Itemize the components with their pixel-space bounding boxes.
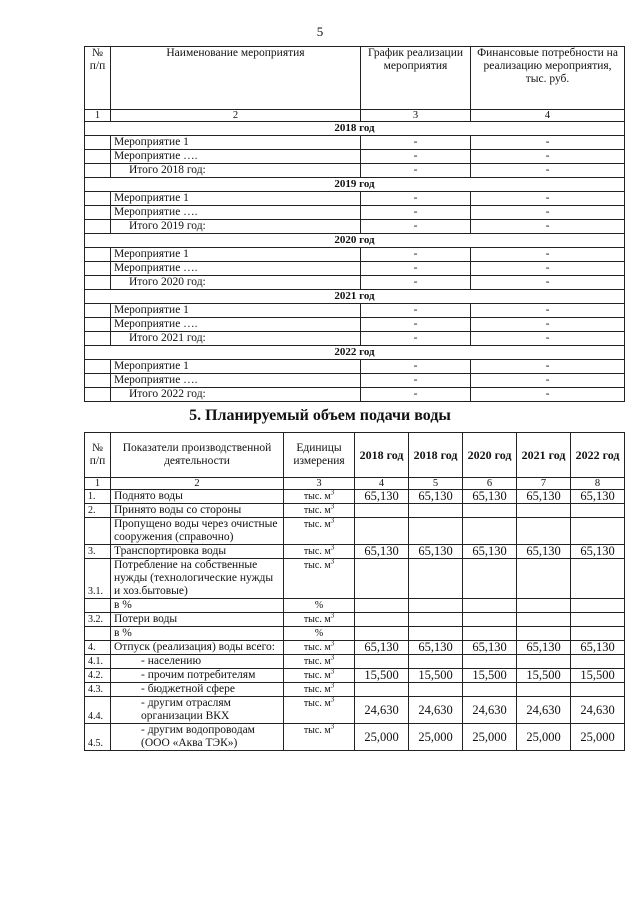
finance-cell: - — [471, 150, 625, 164]
unit-cell — [284, 697, 355, 724]
activities-table — [84, 46, 625, 402]
year-group-row — [85, 122, 625, 136]
row-no-cell — [85, 248, 111, 262]
value-cell: 15,500 — [409, 669, 463, 683]
unit-cell — [284, 545, 355, 559]
indicator-name: Потери воды — [111, 613, 284, 627]
activity-name: Мероприятие 1 — [111, 304, 361, 318]
activity-name: Мероприятие 1 — [111, 248, 361, 262]
activity-name: Мероприятие 1 — [111, 136, 361, 150]
activity-name: Мероприятие …. — [111, 150, 361, 164]
cube-superscript: 3 — [330, 544, 335, 552]
table-row — [85, 304, 625, 318]
finance-cell: - — [471, 360, 625, 374]
table-row — [85, 669, 625, 683]
schedule-cell: - — [361, 192, 471, 206]
finance-cell: - — [471, 304, 625, 318]
schedule-cell: - — [361, 374, 471, 388]
cube-superscript: 3 — [330, 654, 335, 662]
schedule-cell: - — [361, 248, 471, 262]
row-number: 3.2. — [85, 613, 111, 627]
value-cell: 25,000 — [355, 724, 409, 751]
col-number: 1 — [85, 110, 111, 122]
value-cell: 15,500 — [355, 669, 409, 683]
value-cell — [517, 518, 571, 545]
table-row — [85, 655, 625, 669]
value-cell — [463, 627, 517, 641]
table-row — [85, 504, 625, 518]
table-header-row — [85, 433, 625, 478]
year-label: 2020 год — [85, 234, 625, 248]
header-cell-name: Наименование мероприятия — [111, 47, 361, 110]
activity-name: Мероприятие …. — [111, 262, 361, 276]
value-cell: 65,130 — [517, 545, 571, 559]
section-title: 5. Планируемый объем подачи воды — [189, 407, 451, 424]
table-header-row — [85, 47, 625, 110]
value-cell — [463, 599, 517, 613]
table-row — [85, 490, 625, 504]
unit-text: % — [314, 600, 324, 611]
schedule-cell: - — [361, 318, 471, 332]
schedule-cell: - — [361, 206, 471, 220]
header-cell-no: № п/п — [85, 47, 111, 110]
cube-superscript: 3 — [330, 696, 335, 704]
table-row — [85, 599, 625, 613]
unit-cell — [284, 683, 355, 697]
header-cell-schedule: График реализации мероприятия — [361, 47, 471, 110]
value-cell: 25,000 — [409, 724, 463, 751]
value-cell — [517, 504, 571, 518]
header-cell-indicator: Показатели производственной деятельности — [111, 433, 284, 478]
table-row — [85, 248, 625, 262]
cube-superscript: 3 — [330, 640, 335, 648]
activity-name: Итого 2018 год: — [111, 164, 361, 178]
value-cell — [517, 613, 571, 627]
row-number: 4.1. — [85, 655, 111, 669]
unit-text: % — [314, 628, 324, 639]
unit-text: тыс. м — [303, 656, 331, 667]
row-number: 3.1. — [85, 559, 111, 599]
unit-text: тыс. м — [303, 505, 331, 516]
header-cell-unit: Единицы измерения — [284, 433, 355, 478]
activity-name: Мероприятие 1 — [111, 360, 361, 374]
unit-text: тыс. м — [303, 698, 331, 709]
page-number: 5 — [316, 24, 324, 39]
unit-text: тыс. м — [303, 491, 331, 502]
value-cell: 65,130 — [409, 545, 463, 559]
value-cell — [463, 504, 517, 518]
row-no-cell — [85, 150, 111, 164]
unit-cell — [284, 641, 355, 655]
year-label: 2021 год — [85, 290, 625, 304]
row-number — [85, 599, 111, 613]
row-no-cell — [85, 388, 111, 402]
value-cell: 65,130 — [409, 490, 463, 504]
cube-superscript: 3 — [330, 682, 335, 690]
row-no-cell — [85, 220, 111, 234]
value-cell — [517, 559, 571, 599]
unit-text: тыс. м — [303, 642, 331, 653]
value-cell — [571, 683, 625, 697]
value-cell — [355, 627, 409, 641]
table-row — [85, 360, 625, 374]
header-cell-year: 2018 год — [409, 433, 463, 478]
unit-text: тыс. м — [303, 519, 331, 530]
activity-name: Итого 2021 год: — [111, 332, 361, 346]
schedule-cell: - — [361, 360, 471, 374]
finance-cell: - — [471, 248, 625, 262]
year-label: 2019 год — [85, 178, 625, 192]
indicator-name: - населению — [111, 655, 284, 669]
value-cell: 65,130 — [463, 641, 517, 655]
indicator-name: Принято воды со стороны — [111, 504, 284, 518]
table-row — [85, 545, 625, 559]
value-cell — [517, 627, 571, 641]
year-group-row — [85, 290, 625, 304]
indicator-name: Пропущено воды через очистные сооружения (справочно) — [111, 518, 284, 545]
cube-superscript: 3 — [330, 517, 335, 525]
value-cell: 65,130 — [409, 641, 463, 655]
row-number: 4.4. — [85, 697, 111, 724]
water-supply-table — [84, 432, 625, 751]
value-cell: 15,500 — [517, 669, 571, 683]
row-number: 4. — [85, 641, 111, 655]
header-cell-finance: Финансовые потребности на реализацию мероприятия, тыс. руб. — [471, 47, 625, 110]
unit-cell — [284, 504, 355, 518]
col-number: 2 — [111, 110, 361, 122]
year-label: 2018 год — [85, 122, 625, 136]
value-cell — [517, 655, 571, 669]
header-cell-year: 2020 год — [463, 433, 517, 478]
value-cell: 65,130 — [571, 490, 625, 504]
table-row — [85, 641, 625, 655]
schedule-cell: - — [361, 304, 471, 318]
table-row — [85, 374, 625, 388]
value-cell: 65,130 — [463, 545, 517, 559]
finance-cell: - — [471, 136, 625, 150]
row-number — [85, 518, 111, 545]
schedule-cell: - — [361, 220, 471, 234]
value-cell — [355, 559, 409, 599]
header-cell-no: № п/п — [85, 433, 111, 478]
value-cell: 65,130 — [355, 545, 409, 559]
year-group-row — [85, 234, 625, 248]
value-cell: 25,000 — [463, 724, 517, 751]
table-row — [85, 518, 625, 545]
col-number: 7 — [517, 478, 571, 490]
col-number: 5 — [409, 478, 463, 490]
value-cell — [355, 504, 409, 518]
cube-superscript: 3 — [330, 489, 335, 497]
value-cell — [571, 613, 625, 627]
indicator-name: в % — [111, 599, 284, 613]
value-cell — [409, 559, 463, 599]
col-number: 6 — [463, 478, 517, 490]
col-number: 1 — [85, 478, 111, 490]
table-row — [85, 332, 625, 346]
schedule-cell: - — [361, 136, 471, 150]
col-number: 3 — [284, 478, 355, 490]
column-numbers-row — [85, 478, 625, 490]
indicator-name: в % — [111, 627, 284, 641]
cube-superscript: 3 — [330, 503, 335, 511]
row-no-cell — [85, 164, 111, 178]
value-cell — [409, 683, 463, 697]
unit-cell — [284, 559, 355, 599]
value-cell — [463, 655, 517, 669]
table-row — [85, 724, 625, 751]
activity-name: Мероприятие …. — [111, 318, 361, 332]
unit-cell — [284, 627, 355, 641]
unit-cell — [284, 655, 355, 669]
value-cell: 65,130 — [571, 641, 625, 655]
value-cell — [571, 518, 625, 545]
activity-name: Мероприятие …. — [111, 374, 361, 388]
col-number: 4 — [355, 478, 409, 490]
value-cell: 65,130 — [517, 641, 571, 655]
finance-cell: - — [471, 318, 625, 332]
value-cell — [409, 655, 463, 669]
finance-cell: - — [471, 332, 625, 346]
indicator-name: - другим отраслям организации ВКХ — [111, 697, 284, 724]
unit-text: тыс. м — [303, 670, 331, 681]
value-cell: 65,130 — [517, 490, 571, 504]
finance-cell: - — [471, 388, 625, 402]
row-number: 1. — [85, 490, 111, 504]
unit-text: тыс. м — [303, 725, 331, 736]
cube-superscript: 3 — [330, 558, 335, 566]
table-row — [85, 192, 625, 206]
value-cell — [571, 599, 625, 613]
value-cell: 25,000 — [571, 724, 625, 751]
finance-cell: - — [471, 374, 625, 388]
value-cell: 65,130 — [463, 490, 517, 504]
unit-cell — [284, 518, 355, 545]
row-number: 4.3. — [85, 683, 111, 697]
header-cell-year: 2022 год — [571, 433, 625, 478]
indicator-name: - прочим потребителям — [111, 669, 284, 683]
activity-name: Итого 2020 год: — [111, 276, 361, 290]
header-cell-year: 2021 год — [517, 433, 571, 478]
value-cell — [409, 599, 463, 613]
row-number: 2. — [85, 504, 111, 518]
indicator-name: - бюджетной сфере — [111, 683, 284, 697]
finance-cell: - — [471, 192, 625, 206]
value-cell — [463, 683, 517, 697]
value-cell: 24,630 — [571, 697, 625, 724]
row-number: 4.2. — [85, 669, 111, 683]
table-row — [85, 276, 625, 290]
schedule-cell: - — [361, 262, 471, 276]
value-cell — [409, 627, 463, 641]
row-no-cell — [85, 332, 111, 346]
unit-text: тыс. м — [303, 560, 331, 571]
table-row — [85, 262, 625, 276]
schedule-cell: - — [361, 164, 471, 178]
cube-superscript: 3 — [330, 668, 335, 676]
value-cell: 24,630 — [355, 697, 409, 724]
table-row — [85, 613, 625, 627]
value-cell — [355, 655, 409, 669]
value-cell — [409, 613, 463, 627]
table-row — [85, 683, 625, 697]
value-cell — [463, 559, 517, 599]
table-row — [85, 559, 625, 599]
unit-cell — [284, 490, 355, 504]
unit-cell — [284, 669, 355, 683]
finance-cell: - — [471, 206, 625, 220]
value-cell — [463, 518, 517, 545]
cube-superscript: 3 — [330, 723, 335, 731]
value-cell — [571, 504, 625, 518]
unit-text: тыс. м — [303, 546, 331, 557]
row-number: 3. — [85, 545, 111, 559]
schedule-cell: - — [361, 150, 471, 164]
table-row — [85, 388, 625, 402]
row-no-cell — [85, 192, 111, 206]
value-cell — [463, 613, 517, 627]
table-row — [85, 136, 625, 150]
value-cell — [355, 613, 409, 627]
value-cell — [355, 599, 409, 613]
finance-cell: - — [471, 164, 625, 178]
value-cell — [409, 518, 463, 545]
value-cell: 65,130 — [355, 490, 409, 504]
row-no-cell — [85, 374, 111, 388]
value-cell: 15,500 — [571, 669, 625, 683]
table-row — [85, 150, 625, 164]
indicator-name: Поднято воды — [111, 490, 284, 504]
unit-cell — [284, 724, 355, 751]
indicator-name: - другим водопроводам (ООО «Аква ТЭК») — [111, 724, 284, 751]
col-number: 2 — [111, 478, 284, 490]
indicator-name: Потребление на собственные нужды (технологические нужды и хоз.бытовые) — [111, 559, 284, 599]
row-no-cell — [85, 276, 111, 290]
value-cell — [571, 627, 625, 641]
row-no-cell — [85, 360, 111, 374]
activity-name: Итого 2022 год: — [111, 388, 361, 402]
row-no-cell — [85, 304, 111, 318]
table-row — [85, 164, 625, 178]
finance-cell: - — [471, 276, 625, 290]
unit-cell — [284, 613, 355, 627]
value-cell: 25,000 — [517, 724, 571, 751]
schedule-cell: - — [361, 276, 471, 290]
value-cell: 65,130 — [571, 545, 625, 559]
header-cell-year: 2018 год — [355, 433, 409, 478]
activity-name: Итого 2019 год: — [111, 220, 361, 234]
table-row — [85, 697, 625, 724]
value-cell — [355, 683, 409, 697]
col-number: 3 — [361, 110, 471, 122]
unit-cell — [284, 599, 355, 613]
value-cell: 24,630 — [517, 697, 571, 724]
table-row — [85, 318, 625, 332]
value-cell: 65,130 — [355, 641, 409, 655]
indicator-name: Отпуск (реализация) воды всего: — [111, 641, 284, 655]
cube-superscript: 3 — [330, 612, 335, 620]
value-cell — [409, 504, 463, 518]
schedule-cell: - — [361, 388, 471, 402]
table-row — [85, 627, 625, 641]
value-cell: 15,500 — [463, 669, 517, 683]
year-label: 2022 год — [85, 346, 625, 360]
row-number: 4.5. — [85, 724, 111, 751]
value-cell: 24,630 — [463, 697, 517, 724]
activity-name: Мероприятие 1 — [111, 192, 361, 206]
indicator-name: Транспортировка воды — [111, 545, 284, 559]
unit-text: тыс. м — [303, 684, 331, 695]
table-row — [85, 206, 625, 220]
value-cell — [517, 599, 571, 613]
col-number: 8 — [571, 478, 625, 490]
value-cell: 24,630 — [409, 697, 463, 724]
column-numbers-row — [85, 110, 625, 122]
value-cell — [571, 655, 625, 669]
row-no-cell — [85, 318, 111, 332]
col-number: 4 — [471, 110, 625, 122]
row-no-cell — [85, 262, 111, 276]
year-group-row — [85, 346, 625, 360]
unit-text: тыс. м — [303, 614, 331, 625]
table-row — [85, 220, 625, 234]
finance-cell: - — [471, 220, 625, 234]
row-number — [85, 627, 111, 641]
finance-cell: - — [471, 262, 625, 276]
value-cell — [571, 559, 625, 599]
value-cell — [355, 518, 409, 545]
row-no-cell — [85, 136, 111, 150]
schedule-cell: - — [361, 332, 471, 346]
activity-name: Мероприятие …. — [111, 206, 361, 220]
value-cell — [517, 683, 571, 697]
year-group-row — [85, 178, 625, 192]
row-no-cell — [85, 206, 111, 220]
